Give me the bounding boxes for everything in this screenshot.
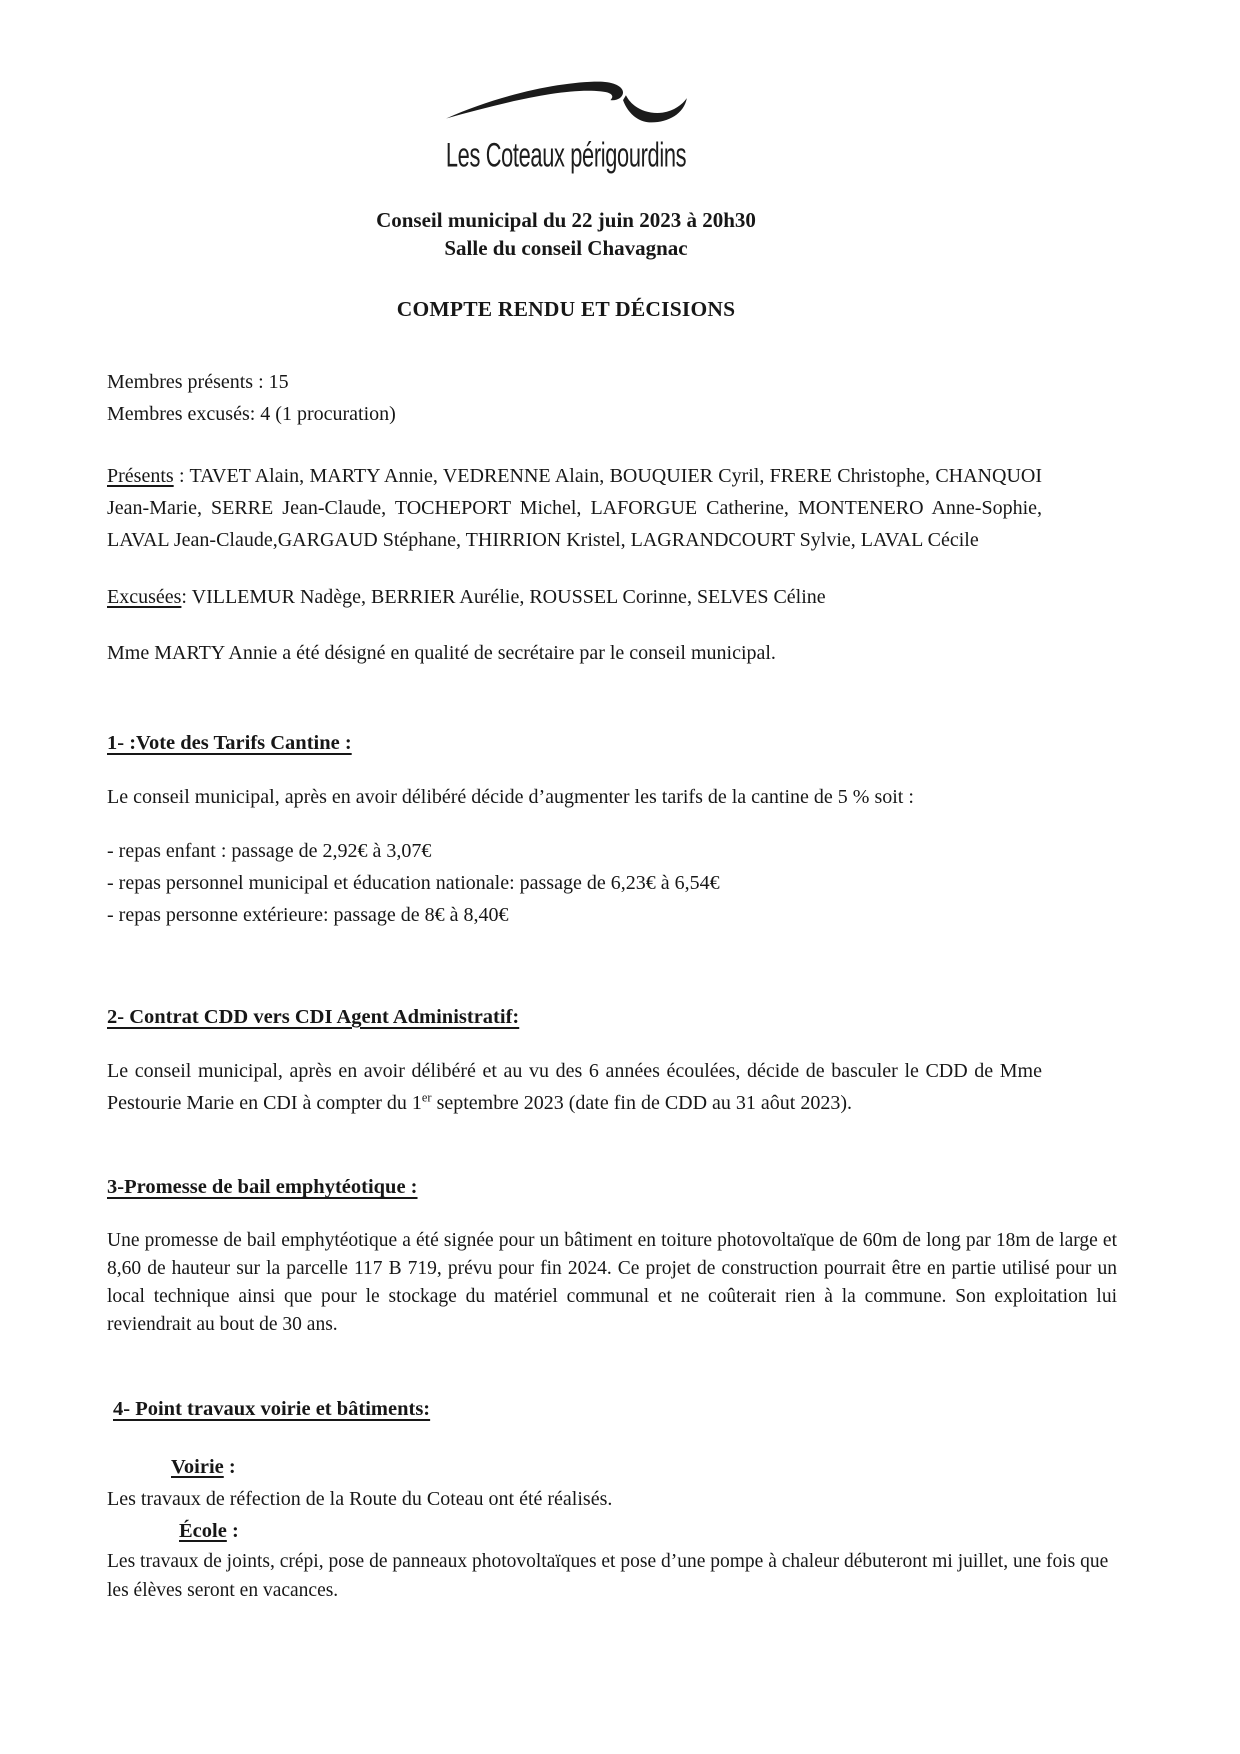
section-1-intro: Le conseil municipal, après en avoir délibéré décide d’augmenter les tarifs de la cantine de 5 % soit : bbox=[107, 786, 914, 808]
secretary-note: Mme MARTY Annie a été désigné en qualité de secrétaire par le conseil municipal. bbox=[107, 642, 776, 664]
document-body bbox=[107, 366, 1117, 1605]
present-members-label: Présents bbox=[107, 465, 174, 487]
section-4-heading: 4- Point travaux voirie et bâtiments: bbox=[113, 1398, 431, 1420]
members-excused-count: Membres excusés: 4 (1 procuration) bbox=[107, 403, 396, 425]
excused-members-paragraph bbox=[107, 581, 1042, 613]
members-present-count: Membres présents : 15 bbox=[107, 371, 289, 393]
attendance-counts bbox=[107, 366, 1042, 430]
ecole-label-text: École bbox=[179, 1520, 227, 1542]
logo-wordmark-text: Les Coteaux périgourdins bbox=[445, 135, 687, 174]
section-2-body bbox=[107, 1055, 1042, 1119]
subsection-voirie-label bbox=[171, 1451, 1042, 1483]
excused-members-separator: : bbox=[181, 586, 192, 608]
logo bbox=[0, 74, 1132, 174]
section-2-body-part2: septembre 2023 (date fin de CDD au 31 aôut 2023). bbox=[431, 1092, 853, 1114]
section-3-heading: 3-Promesse de bail emphytéotique : bbox=[107, 1176, 418, 1198]
meeting-title: Conseil municipal du 22 juin 2023 à 20h30 bbox=[376, 208, 756, 232]
excused-members-names: VILLEMUR Nadège, BERRIER Aurélie, ROUSSEL Corinne, SELVES Céline bbox=[191, 586, 826, 608]
section-2-heading: 2- Contrat CDD vers CDI Agent Administratif: bbox=[107, 1006, 520, 1028]
present-members-paragraph bbox=[107, 460, 1042, 556]
section-3-body: Une promesse de bail emphytéotique a été signée pour un bâtiment en toiture photovoltaïque de 60m de long par 18m de large et 8,60 de hauteur sur la parcelle 117 B 719, prévu pour fin 2024. Ce projet de construction pourrait être en partie utilisé pour un local technique ainsi que pour le stockage du matériel communal et ne coûterait rien à la commune. Son exploitation lui reviendrait au bout de 30 ans. bbox=[107, 1230, 1117, 1335]
tariff-item-exterieur: - repas personne extérieure: passage de 8€ à 8,40€ bbox=[107, 904, 509, 926]
document-header bbox=[0, 74, 1132, 322]
section-2-body-part1: Le conseil municipal, après en avoir délibéré et au vu des 6 années écoulées, décide de basculer le CDD de Mme Pestourie Marie en CDI à compter du 1 bbox=[107, 1060, 1042, 1114]
voirie-label-text: Voirie bbox=[171, 1456, 224, 1478]
subsection-ecole-label bbox=[179, 1515, 1042, 1547]
swoosh-hills-icon bbox=[440, 74, 692, 132]
excused-members-label: Excusées bbox=[107, 586, 182, 608]
section-1-heading: 1- :Vote des Tarifs Cantine : bbox=[107, 732, 352, 754]
tariff-list bbox=[107, 835, 1042, 931]
ecole-body: Les travaux de joints, crépi, pose de panneaux photovoltaïques et pose d’une pompe à chaleur débuteront mi juillet, une fois que les élèves seront en vacances. bbox=[107, 1551, 1109, 1601]
present-members-separator: : bbox=[173, 465, 190, 487]
logo-wordmark bbox=[0, 136, 1132, 174]
ordinal-superscript: er bbox=[421, 1090, 432, 1105]
document-title: COMPTE RENDU ET DÉCISIONS bbox=[396, 297, 736, 321]
meeting-place: Salle du conseil Chavagnac bbox=[444, 236, 688, 260]
voirie-label-separator: : bbox=[223, 1456, 236, 1478]
ecole-label-separator: : bbox=[226, 1520, 239, 1542]
tariff-item-personnel: - repas personnel municipal et éducation nationale: passage de 6,23€ à 6,54€ bbox=[107, 872, 720, 894]
tariff-item-enfant: - repas enfant : passage de 2,92€ à 3,07€ bbox=[107, 840, 432, 862]
voirie-body: Les travaux de réfection de la Route du Coteau ont été réalisés. bbox=[107, 1488, 613, 1510]
present-members-names: TAVET Alain, MARTY Annie, VEDRENNE Alain, BOUQUIER Cyril, FRERE Christophe, CHANQUOI Jean-Marie, SERRE Jean-Claude, TOCHEPORT Michel, LAFORGUE Catherine, MONTENERO Anne-Sophie, LAVAL Jean-Claude,GARGAUD Stéphane, THIRRION Kristel, LAGRANDCOURT Sylvie, LAVAL Cécile bbox=[107, 465, 1042, 551]
